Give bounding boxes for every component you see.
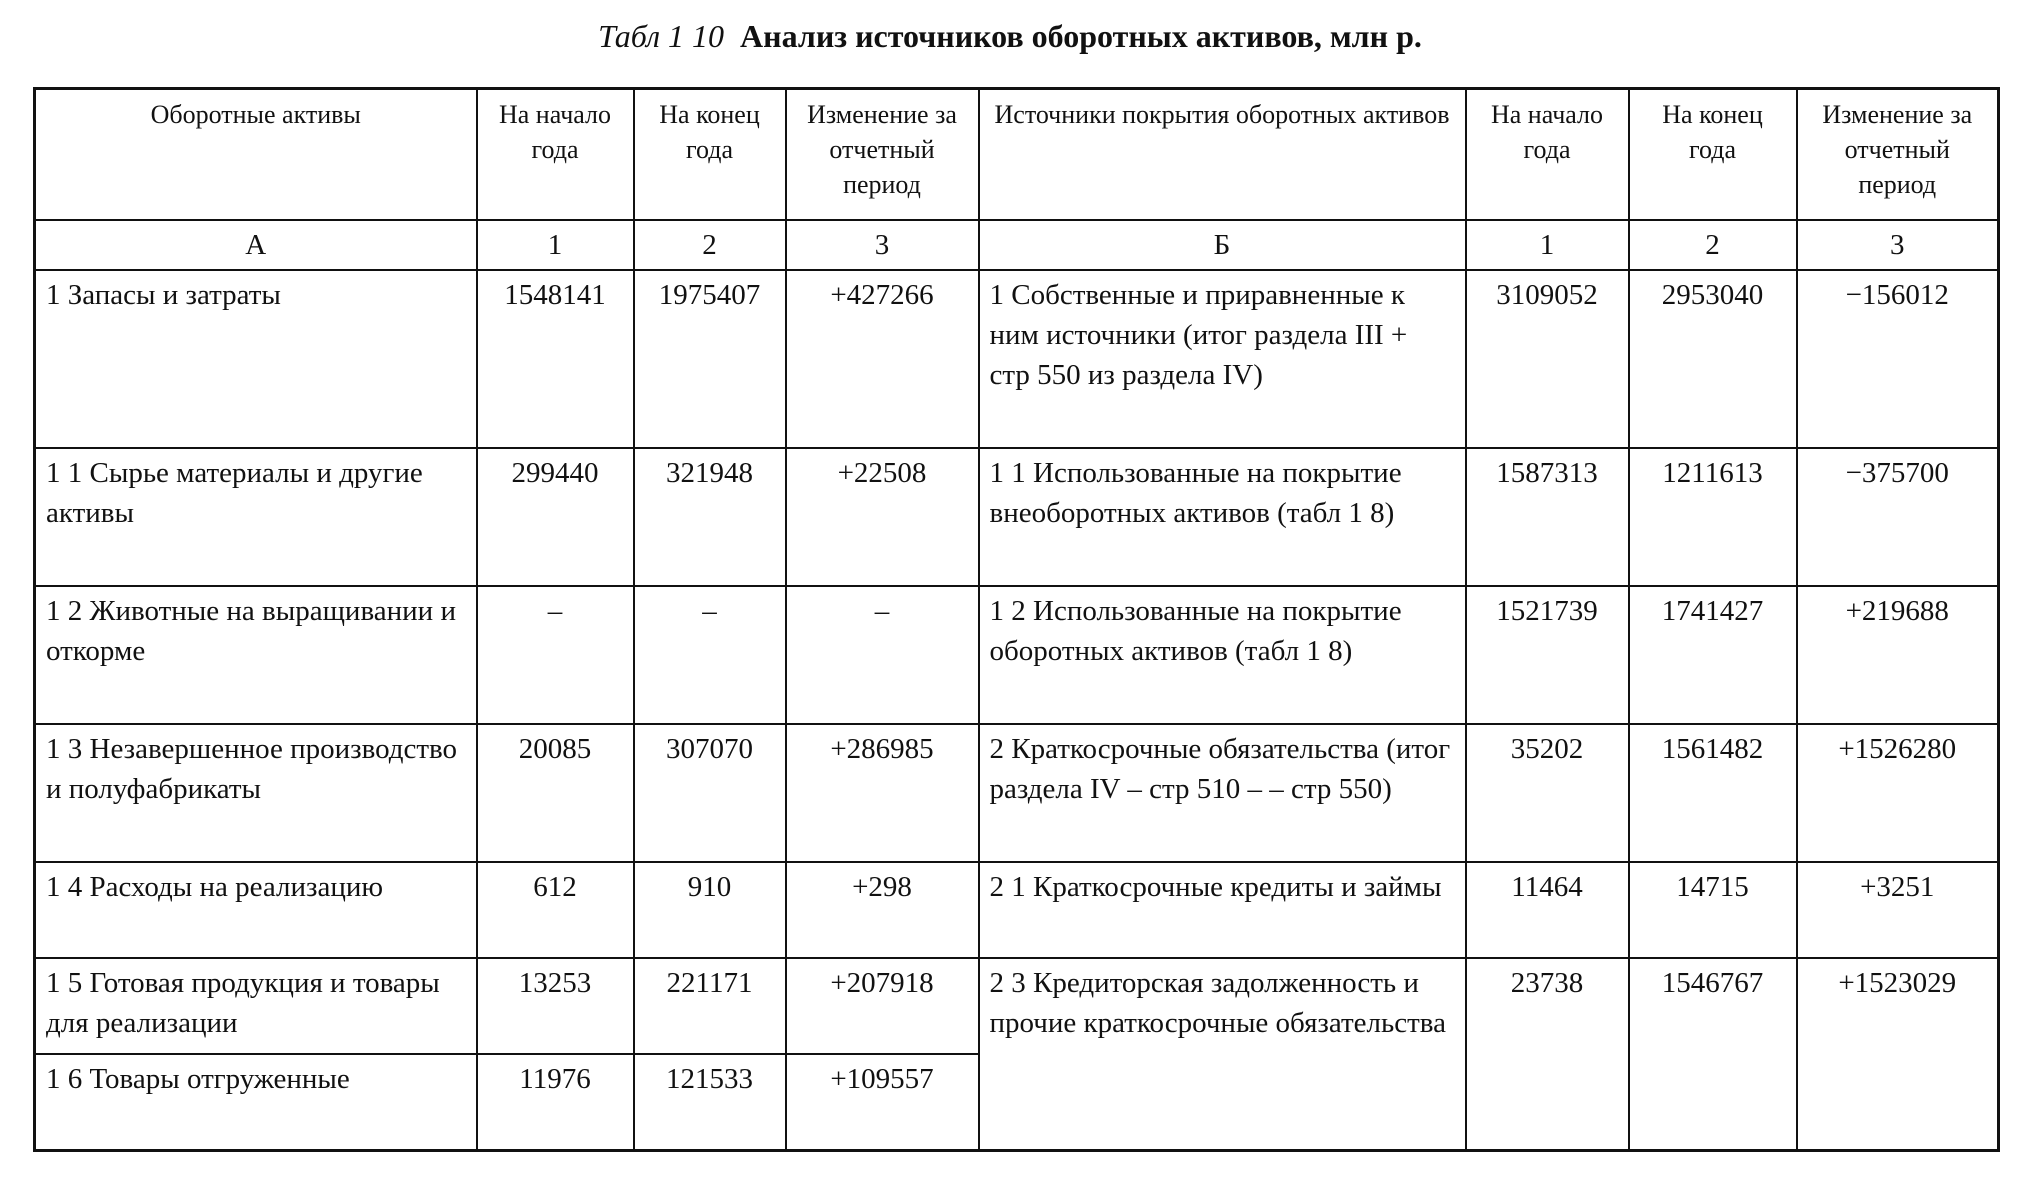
asset-end: 910 [634, 862, 786, 958]
header-assets-end: На конец года [634, 89, 786, 221]
source-end: 1546767 [1629, 958, 1797, 1151]
source-start: 3109052 [1466, 270, 1629, 448]
asset-label: 1 Запасы и затраты [35, 270, 477, 448]
asset-end: 1975407 [634, 270, 786, 448]
source-end: 14715 [1629, 862, 1797, 958]
asset-end: 121533 [634, 1054, 786, 1151]
source-start: 1587313 [1466, 448, 1629, 586]
asset-end: 221171 [634, 958, 786, 1054]
index-a: А [35, 220, 477, 270]
asset-start: 612 [477, 862, 634, 958]
asset-start: 299440 [477, 448, 634, 586]
asset-start: 11976 [477, 1054, 634, 1151]
source-start: 35202 [1466, 724, 1629, 862]
source-change: +3251 [1797, 862, 1999, 958]
asset-change: – [786, 586, 979, 724]
header-assets-start: На начало года [477, 89, 634, 221]
source-end: 1211613 [1629, 448, 1797, 586]
header-sources: Источники покрытия оборотных активов [979, 89, 1466, 221]
asset-start: 20085 [477, 724, 634, 862]
source-end: 1741427 [1629, 586, 1797, 724]
table-row [35, 270, 1999, 448]
source-label: 2 Краткосрочные обязательства (итог раздела IV – стр 510 – – стр 550) [979, 724, 1466, 862]
header-sources-start: На начало года [1466, 89, 1629, 221]
source-label: 2 1 Краткосрочные кредиты и займы [979, 862, 1466, 958]
asset-label: 1 4 Расходы на реализацию [35, 862, 477, 958]
table-row [35, 586, 1999, 724]
asset-start: 13253 [477, 958, 634, 1054]
source-change: +219688 [1797, 586, 1999, 724]
source-start: 23738 [1466, 958, 1629, 1151]
table-row [35, 724, 1999, 862]
asset-label: 1 3 Незавершенное производство и полуфабрикаты [35, 724, 477, 862]
index-3-right: 3 [1797, 220, 1999, 270]
asset-end: 307070 [634, 724, 786, 862]
index-2-right: 2 [1629, 220, 1797, 270]
source-label: 2 3 Кредиторская задолженность и прочие краткосрочные обязательства [979, 958, 1466, 1151]
header-assets-change: Изменение за отчетный период [786, 89, 979, 221]
asset-end: 321948 [634, 448, 786, 586]
index-1: 1 [477, 220, 634, 270]
asset-change: +22508 [786, 448, 979, 586]
asset-start: 1548141 [477, 270, 634, 448]
table-row [35, 448, 1999, 586]
asset-change: +109557 [786, 1054, 979, 1151]
asset-change: +298 [786, 862, 979, 958]
index-1-right: 1 [1466, 220, 1629, 270]
table-row [35, 862, 1999, 958]
asset-change: +427266 [786, 270, 979, 448]
sources-analysis-table [33, 87, 2000, 1152]
header-sources-end: На конец года [1629, 89, 1797, 221]
source-change: −375700 [1797, 448, 1999, 586]
source-start: 11464 [1466, 862, 1629, 958]
header-assets: Оборотные активы [35, 89, 477, 221]
table-title [0, 18, 2020, 55]
asset-change: +286985 [786, 724, 979, 862]
asset-label: 1 1 Сырье материалы и другие активы [35, 448, 477, 586]
table-number: Табл 1 10 [598, 18, 725, 54]
asset-label: 1 2 Животные на выращивании и откорме [35, 586, 477, 724]
source-label: 1 1 Использованные на покрытие внеоборотных активов (табл 1 8) [979, 448, 1466, 586]
source-change: +1523029 [1797, 958, 1999, 1151]
table-row [35, 958, 1999, 1054]
source-start: 1521739 [1466, 586, 1629, 724]
asset-change: +207918 [786, 958, 979, 1054]
table-caption: Анализ источников оборотных активов, млн р. [740, 18, 1422, 54]
source-label: 1 Собственные и приравненные к ним источники (итог раздела III + стр 550 из раздела IV) [979, 270, 1466, 448]
header-row [35, 89, 1999, 221]
index-2: 2 [634, 220, 786, 270]
column-index-row [35, 220, 1999, 270]
asset-end: – [634, 586, 786, 724]
header-sources-change: Изменение за отчетный период [1797, 89, 1999, 221]
asset-label: 1 5 Готовая продукция и товары для реализации [35, 958, 477, 1054]
asset-label: 1 6 Товары отгруженные [35, 1054, 477, 1151]
source-label: 1 2 Использованные на покрытие оборотных активов (табл 1 8) [979, 586, 1466, 724]
index-3: 3 [786, 220, 979, 270]
source-change: +1526280 [1797, 724, 1999, 862]
asset-start: – [477, 586, 634, 724]
source-end: 2953040 [1629, 270, 1797, 448]
index-b: Б [979, 220, 1466, 270]
source-end: 1561482 [1629, 724, 1797, 862]
source-change: −156012 [1797, 270, 1999, 448]
